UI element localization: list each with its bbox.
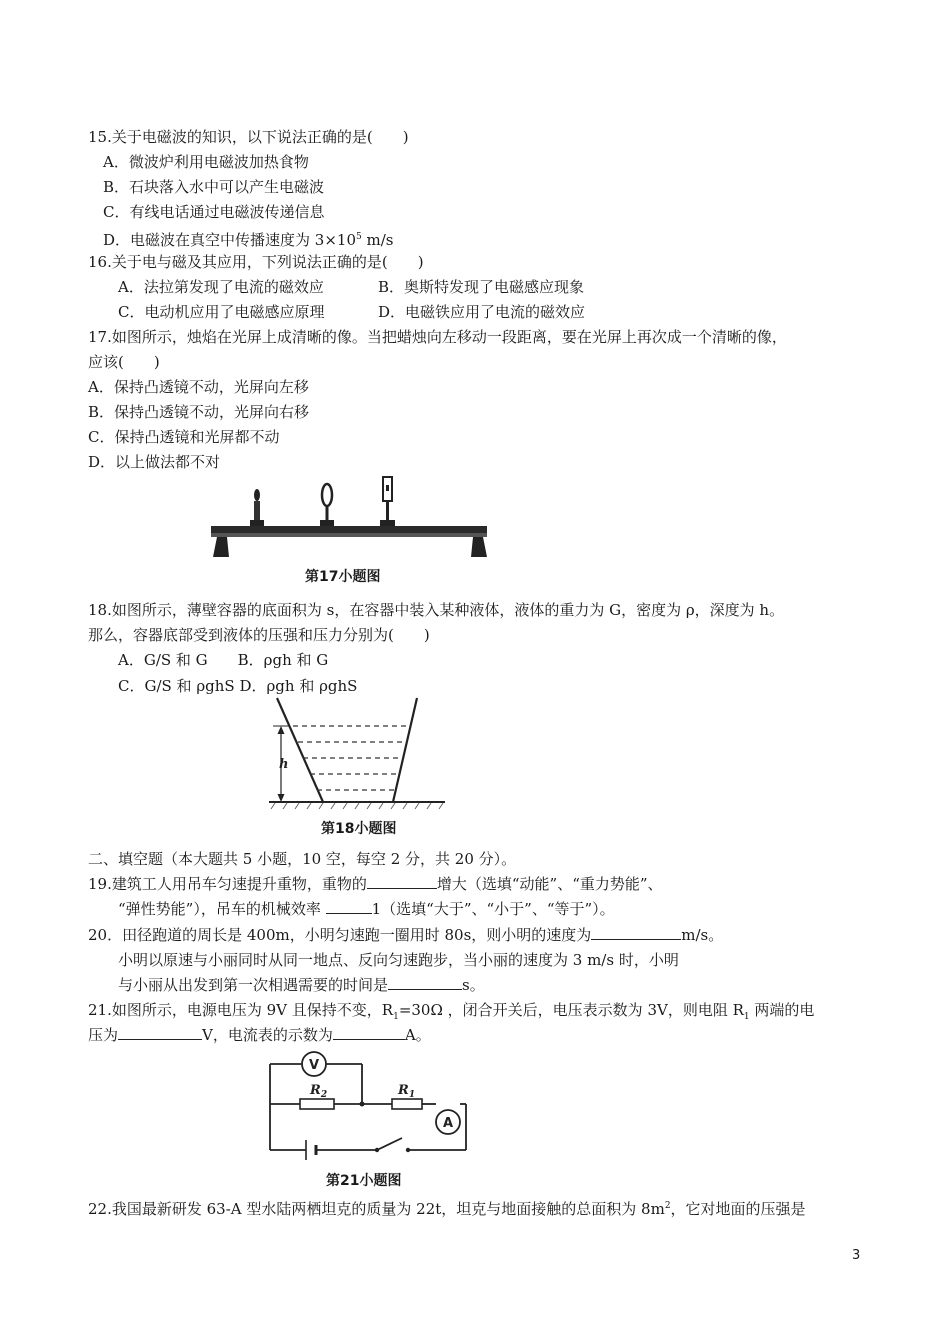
ground-hatch — [271, 803, 443, 809]
battery-icon — [306, 1140, 316, 1160]
q19-line2: “弹性势能”），吊车的机械效率 1（选填“大于”、“小于”、“等于”）。 — [118, 900, 615, 918]
q17-option-b: B．保持凸透镜不动，光屏向右移 — [88, 403, 310, 421]
q22-line1: 22.我国最新研发 63-A 型水陆两栖坦克的质量为 22t，坦克与地面接触的总面积为 $8m^2$，它对地面的压强是 — [88, 1200, 806, 1218]
q17-stem-line1: 17.如图所示，烛焰在光屏上成清晰的像。当把蜡烛向左移动一段距离，要在光屏上再次成一个清晰的像， — [88, 328, 787, 346]
candle-icon — [250, 489, 264, 526]
r2-label: $R_2$ — [310, 1083, 328, 1100]
q18-options-cd: C．G/S 和 ρghS D．ρgh 和 ρghS — [118, 677, 358, 695]
resistor-r2-icon — [300, 1099, 334, 1109]
q21-blank-1[interactable] — [118, 1025, 202, 1040]
figure-17-optical-bench — [205, 473, 495, 588]
bench-rail-shade — [211, 533, 487, 537]
q20-blank-1[interactable] — [591, 925, 681, 940]
section-fill-in-heading: 二、填空题（本大题共 5 小题，10 空，每空 2 分，共 20 分）。 — [88, 850, 517, 868]
q20-line2: 小明以原速与小丽同时从同一地点、反向匀速跑步，当小丽的速度为 3 m/s 时，小明 — [118, 951, 679, 969]
light-screen-icon — [380, 477, 395, 526]
q16-option-b: B．奥斯特发现了电磁感应现象 — [378, 278, 585, 296]
q20-line3: 与小丽从出发到第一次相遇需要的时间是 s。 — [118, 976, 485, 994]
q21-blank-2[interactable] — [333, 1025, 405, 1040]
bench-left-leg — [213, 537, 229, 557]
container-left-wall — [277, 698, 323, 802]
q17-option-c: C．保持凸透镜和光屏都不动 — [88, 428, 280, 446]
depth-label: h — [279, 757, 289, 772]
voltmeter-label: V — [308, 1058, 320, 1073]
bench-right-leg — [471, 537, 487, 557]
ammeter-icon — [436, 1110, 460, 1134]
convex-lens-icon — [320, 484, 334, 526]
ammeter-label: A — [442, 1116, 454, 1131]
switch-icon — [375, 1138, 410, 1152]
q15-option-b: B．石块落入水中可以产生电磁波 — [103, 178, 325, 196]
q18-stem-line2: 那么，容器底部受到液体的压强和压力分别为( ) — [88, 626, 430, 644]
figure-18-caption: 第18小题图 — [321, 821, 397, 837]
circuit-drawing — [262, 1046, 472, 1168]
q18-options-ab: A．G/S 和 G B．ρgh 和 G — [118, 651, 329, 669]
liquid-levels — [293, 726, 410, 790]
q16-option-d: D．电磁铁应用了电流的磁效应 — [378, 303, 586, 321]
figure-18-container — [265, 696, 450, 840]
q15-stem: 15.关于电磁波的知识，以下说法正确的是( ) — [88, 128, 409, 146]
q16-stem: 16.关于电与磁及其应用，下列说法正确的是( ) — [88, 253, 424, 271]
figure-21-caption: 第21小题图 — [326, 1173, 402, 1189]
q19-blank-2[interactable] — [326, 899, 372, 914]
bench-rail — [211, 526, 487, 533]
voltmeter-icon — [302, 1052, 326, 1076]
resistor-r1-icon — [392, 1099, 422, 1109]
q16-option-c: C．电动机应用了电磁感应原理 — [118, 303, 325, 321]
q21-line1: 21.如图所示，电源电压为 9V 且保持不变，$R_1=30\Omega$ ，闭合开关后，电压表示数为 3V，则电阻 $R_1$ 两端的电 — [88, 1001, 815, 1022]
page-number: 3 — [852, 1248, 861, 1263]
junction-dot — [360, 1102, 365, 1107]
q21-line2: 压为 V，电流表的示数为 A。 — [88, 1026, 431, 1044]
r1-label: $R_1$ — [398, 1083, 416, 1100]
q17-stem-line2: 应该( ) — [88, 353, 160, 371]
q20-line1: 20．田径跑道的周长是 400m，小明匀速跑一圈用时 80s，则小明的速度为 m/s。 — [88, 926, 724, 944]
q19-blank-1[interactable] — [367, 874, 437, 889]
q15-option-d: D．电磁波在真空中传播速度为 $3\times 10^5$ m/s — [103, 231, 394, 249]
container-drawing — [265, 696, 450, 816]
q18-stem-line1: 18.如图所示，薄壁容器的底面积为 s，在容器中装入某种液体，液体的重力为 G，密度为 ρ，深度为 h。 — [88, 601, 785, 619]
q17-option-d: D．以上做法都不对 — [88, 453, 221, 471]
q19-line1: 19.建筑工人用吊车匀速提升重物，重物的 增大（选填“动能”、“重力势能”、 — [88, 875, 663, 893]
q16-option-a: A．法拉第发现了电流的磁效应 — [118, 278, 324, 296]
figure-17-caption: 第17小题图 — [305, 569, 381, 585]
q20-blank-2[interactable] — [388, 975, 462, 990]
q15-option-c: C．有线电话通过电磁波传递信息 — [103, 203, 325, 221]
q17-option-a: A．保持凸透镜不动，光屏向左移 — [88, 378, 309, 396]
figure-21-circuit — [262, 1046, 472, 1192]
container-right-wall — [393, 698, 417, 802]
q15-option-a: A．微波炉利用电磁波加热食物 — [103, 153, 309, 171]
